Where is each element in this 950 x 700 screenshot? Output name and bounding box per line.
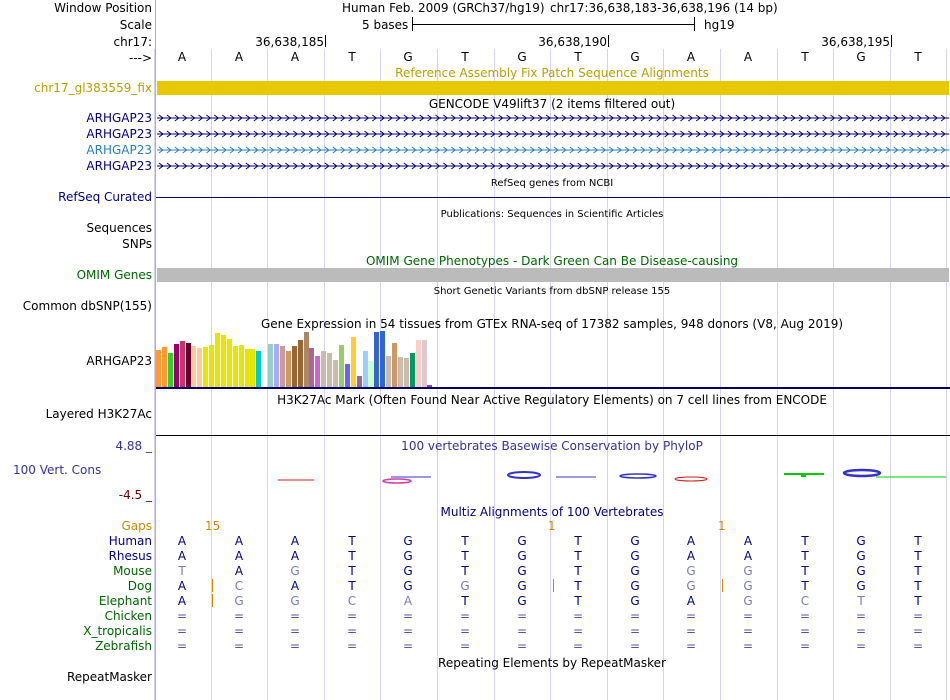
publications-label[interactable]: Sequences	[86, 221, 152, 235]
species-base: =	[685, 624, 697, 638]
dbsnp-title: Short Genetic Variants from dbSNP release 155	[433, 286, 671, 297]
gencode-gene-line[interactable]	[157, 162, 949, 170]
species-base: G	[403, 564, 413, 578]
scale-label: Scale	[119, 18, 152, 32]
gtex-label[interactable]: ARHGAP23	[86, 354, 152, 368]
gtex-baseline	[156, 387, 950, 389]
species-base: T	[857, 594, 865, 608]
gtex-tissue-bar[interactable]	[268, 344, 273, 387]
species-base: G	[856, 534, 866, 548]
species-base: G	[403, 579, 413, 593]
species-base: =	[176, 639, 188, 653]
gtex-tissue-bar[interactable]	[280, 346, 285, 387]
reference-base: A	[177, 50, 187, 64]
strand-arrow-label: --->	[128, 51, 152, 65]
refseq-gene-line[interactable]	[156, 197, 950, 198]
gencode-item-4[interactable]: ARHGAP23	[86, 159, 152, 173]
species-base: =	[572, 624, 584, 638]
dbsnp-label[interactable]: Common dbSNP(155)	[22, 299, 152, 313]
gtex-tissue-bar[interactable]	[351, 337, 356, 387]
species-base: A	[234, 549, 244, 563]
reference-base: G	[517, 50, 527, 64]
coord-tick-1: 36,638,185	[255, 35, 324, 49]
species-base: T	[461, 594, 469, 608]
species-base: =	[516, 624, 528, 638]
h3k27ac-label[interactable]: Layered H3K27Ac	[45, 407, 152, 421]
gtex-tissue-bar[interactable]	[298, 340, 303, 387]
omim-bar[interactable]	[157, 268, 949, 282]
species-base: T	[574, 549, 582, 563]
chrom-label: chr17:	[113, 35, 152, 49]
species-base: C	[347, 594, 357, 608]
gencode-item-1[interactable]: ARHGAP23	[86, 111, 152, 125]
phylop-ymin: -4.5 _	[118, 488, 152, 502]
gtex-tissue-bar[interactable]	[292, 346, 297, 387]
species-base: =	[799, 609, 811, 623]
species-base: T	[801, 534, 809, 548]
insertion-marker	[553, 579, 554, 592]
species-base: A	[290, 579, 300, 593]
gencode-item-2[interactable]: ARHGAP23	[86, 127, 152, 141]
species-base: T	[461, 564, 469, 578]
reference-base: G	[856, 50, 866, 64]
species-base: A	[177, 534, 187, 548]
gtex-tissue-bar[interactable]	[174, 344, 179, 387]
species-base: G	[856, 549, 866, 563]
species-base: T	[348, 549, 356, 563]
multiz-title: Multiz Alignments of 100 Vertebrates	[440, 505, 664, 519]
species-base: T	[574, 534, 582, 548]
species-base: T	[574, 564, 582, 578]
coord-tick-1-mark	[325, 35, 326, 47]
insertion-marker	[212, 579, 213, 592]
species-base: =	[516, 609, 528, 623]
h3k27ac-title: H3K27Ac Mark (Often Found Near Active Regulatory Elements) on 7 cell lines from ENCODE	[277, 393, 827, 407]
species-label-rhesus[interactable]: Rhesus	[108, 549, 152, 563]
reference-base: G	[403, 50, 413, 64]
species-base: =	[629, 624, 641, 638]
species-label-chicken[interactable]: Chicken	[104, 609, 152, 623]
species-base: =	[176, 609, 188, 623]
species-base: =	[572, 639, 584, 653]
scale-db-text: hg19	[704, 18, 735, 32]
gtex-tissue-bar[interactable]	[250, 349, 255, 387]
species-base: =	[402, 624, 414, 638]
phylop-logo-4	[508, 472, 540, 478]
species-base: G	[630, 594, 640, 608]
species-base: G	[743, 594, 753, 608]
gtex-tissue-bar[interactable]	[274, 344, 279, 387]
species-base: G	[517, 534, 527, 548]
gtex-tissue-bar[interactable]	[398, 357, 403, 387]
fix-patch-title: Reference Assembly Fix Patch Sequence Alignments	[395, 66, 709, 80]
species-base: T	[461, 549, 469, 563]
species-base: G	[743, 564, 753, 578]
species-base: =	[572, 609, 584, 623]
gtex-tissue-bar[interactable]	[168, 353, 173, 387]
reference-base: A	[234, 50, 244, 64]
species-base: =	[289, 609, 301, 623]
fix-patch-label[interactable]: chr17_gl383559_fix	[34, 81, 152, 95]
gaps-label[interactable]: Gaps	[121, 519, 152, 533]
phylop-title: 100 vertebrates Basewise Conservation by PhyloP	[401, 439, 703, 453]
phylop-logo-6	[620, 474, 656, 478]
species-base: =	[459, 609, 471, 623]
grid-line	[154, 49, 155, 700]
species-base: =	[346, 609, 358, 623]
phylop-logo-1	[383, 479, 411, 483]
gtex-tissue-bar[interactable]	[221, 335, 226, 387]
species-base: =	[685, 639, 697, 653]
omim-title: OMIM Gene Phenotypes - Dark Green Can Be Disease-causing	[365, 254, 739, 268]
gtex-tissue-bar[interactable]	[339, 345, 344, 387]
species-base: T	[348, 579, 356, 593]
gap-number-3: 1	[718, 519, 726, 533]
scale-bar-left-tick	[412, 17, 413, 31]
species-base: A	[290, 534, 300, 548]
gtex-tissue-bar[interactable]	[256, 351, 261, 387]
gtex-tissue-bar[interactable]	[327, 353, 332, 387]
gencode-gene-line[interactable]	[157, 114, 949, 122]
species-base: =	[855, 639, 867, 653]
scale-bases-text: 5 bases	[362, 18, 409, 32]
species-label-elephant[interactable]: Elephant	[98, 594, 152, 608]
species-base: A	[234, 564, 244, 578]
gtex-tissue-bar[interactable]	[233, 346, 238, 387]
gencode-gene-line[interactable]	[157, 130, 949, 138]
species-base: T	[461, 534, 469, 548]
species-base: =	[742, 624, 754, 638]
species-base: A	[177, 549, 187, 563]
gtex-tissue-bar[interactable]	[392, 343, 397, 387]
species-base: G	[403, 534, 413, 548]
repeatmasker-label[interactable]: RepeatMasker	[66, 670, 152, 684]
species-label-human[interactable]: Human	[108, 534, 152, 548]
phylop-logo-7	[675, 477, 707, 481]
gtex-tissue-bar[interactable]	[180, 341, 185, 387]
gtex-tissue-bar[interactable]	[209, 345, 214, 387]
gtex-tissue-bar[interactable]	[156, 350, 161, 387]
coord-tick-2: 36,638,190	[538, 35, 607, 49]
species-base: A	[403, 594, 413, 608]
species-base: T	[914, 579, 922, 593]
gtex-tissue-bar[interactable]	[404, 358, 409, 387]
species-base: G	[517, 564, 527, 578]
species-base: =	[402, 639, 414, 653]
gene-strand-arrows	[157, 114, 949, 122]
species-base: =	[742, 609, 754, 623]
phylop-ymax: 4.88 _	[115, 439, 152, 453]
species-base: C	[800, 594, 810, 608]
gtex-tissue-bar[interactable]	[386, 356, 391, 387]
reference-base: A	[743, 50, 753, 64]
species-base: =	[233, 639, 245, 653]
species-base: =	[912, 609, 924, 623]
species-base: G	[630, 549, 640, 563]
gtex-tissue-bar[interactable]	[345, 364, 350, 387]
gtex-tissue-bar[interactable]	[215, 333, 220, 387]
gencode-gene-line[interactable]	[157, 146, 949, 154]
species-base: T	[348, 534, 356, 548]
species-base: =	[912, 624, 924, 638]
refseq-title: RefSeq genes from NCBI	[490, 178, 614, 189]
species-base: =	[233, 609, 245, 623]
assembly-text: Human Feb. 2009 (GRCh37/hg19)	[342, 1, 545, 15]
phylop-label[interactable]: 100 Vert. Cons	[13, 463, 102, 477]
species-base: T	[574, 594, 582, 608]
species-base: T	[914, 534, 922, 548]
species-base: G	[290, 564, 300, 578]
reference-base: T	[348, 50, 356, 64]
species-base: T	[914, 594, 922, 608]
species-label-dog[interactable]: Dog	[127, 579, 152, 593]
reference-base: T	[801, 50, 809, 64]
gene-strand-arrows	[157, 130, 949, 138]
species-base: =	[346, 639, 358, 653]
species-base: =	[459, 639, 471, 653]
coord-tick-3-mark	[891, 35, 892, 47]
species-base: A	[234, 534, 244, 548]
species-base: =	[912, 639, 924, 653]
species-base: =	[233, 624, 245, 638]
coord-tick-3: 36,638,195	[821, 35, 890, 49]
species-base: =	[855, 624, 867, 638]
reference-base: A	[686, 50, 696, 64]
species-base: A	[686, 534, 696, 548]
species-base: =	[176, 624, 188, 638]
species-base: C	[234, 579, 244, 593]
gencode-title: GENCODE V49lift37 (2 items filtered out)	[428, 97, 676, 111]
species-base: =	[629, 639, 641, 653]
species-base: A	[743, 549, 753, 563]
reference-base: G	[630, 50, 640, 64]
fix-patch-bar[interactable]	[157, 81, 949, 95]
phylop-mark-9	[801, 473, 806, 477]
species-base: G	[517, 579, 527, 593]
species-base: =	[516, 639, 528, 653]
species-base: G	[517, 549, 527, 563]
refseq-label[interactable]: RefSeq Curated	[58, 190, 152, 204]
repeatmasker-title: Repeating Elements by RepeatMasker	[438, 656, 666, 670]
gtex-tissue-bar[interactable]	[203, 347, 208, 387]
species-base: T	[178, 564, 186, 578]
species-base: T	[914, 564, 922, 578]
gencode-item-3[interactable]: ARHGAP23	[86, 143, 152, 157]
species-base: G	[630, 534, 640, 548]
species-base: =	[629, 609, 641, 623]
gtex-tissue-bar[interactable]	[239, 345, 244, 387]
species-base: =	[289, 624, 301, 638]
gtex-title: Gene Expression in 54 tissues from GTEx RNA-seq of 17382 samples, 948 donors (V8, Aug 2019)	[260, 317, 844, 331]
species-base: =	[346, 624, 358, 638]
reference-base: T	[574, 50, 582, 64]
gtex-tissue-bar[interactable]	[315, 356, 320, 387]
species-base: =	[799, 624, 811, 638]
omim-label[interactable]: OMIM Genes	[76, 268, 152, 282]
species-base: G	[856, 564, 866, 578]
species-base: G	[743, 579, 753, 593]
snps-label[interactable]: SNPs	[122, 237, 152, 251]
coord-tick-2-mark	[608, 35, 609, 47]
species-base: =	[459, 624, 471, 638]
species-base: T	[574, 579, 582, 593]
species-base: G	[403, 549, 413, 563]
gtex-tissue-bar[interactable]	[380, 331, 385, 387]
species-base: A	[743, 534, 753, 548]
species-base: T	[914, 549, 922, 563]
gene-strand-arrows	[157, 146, 949, 154]
species-label-x_tropicalis[interactable]: X_tropicalis	[83, 624, 152, 638]
species-base: A	[686, 594, 696, 608]
species-base: A	[177, 579, 187, 593]
publications-title: Publications: Sequences in Scientific Articles	[440, 209, 664, 220]
gtex-tissue-bar[interactable]	[162, 347, 167, 387]
gtex-tissue-bar[interactable]	[333, 360, 338, 387]
species-base: =	[289, 639, 301, 653]
species-base: A	[290, 549, 300, 563]
insertion-marker	[722, 579, 723, 592]
species-label-mouse[interactable]: Mouse	[113, 564, 152, 578]
gtex-tissue-bar[interactable]	[227, 339, 232, 387]
gtex-tissue-bar[interactable]	[368, 361, 373, 387]
insertion-marker	[212, 594, 213, 607]
reference-base: T	[461, 50, 469, 64]
gtex-tissue-bar[interactable]	[357, 376, 362, 387]
species-base: G	[234, 594, 244, 608]
species-base: G	[290, 594, 300, 608]
reference-base: A	[290, 50, 300, 64]
species-base: =	[685, 609, 697, 623]
gtex-tissue-bar[interactable]	[191, 346, 196, 387]
gtex-tissue-bar[interactable]	[374, 332, 379, 387]
gtex-tissue-bar[interactable]	[422, 340, 427, 387]
scale-bar	[412, 24, 695, 25]
species-base: T	[801, 564, 809, 578]
scale-bar-right-tick	[694, 17, 695, 31]
gene-strand-arrows	[157, 162, 949, 170]
phylop-logo-10	[844, 470, 880, 476]
species-base: G	[686, 564, 696, 578]
species-base: G	[460, 579, 470, 593]
species-base: G	[630, 579, 640, 593]
species-base: A	[686, 549, 696, 563]
phylop-plot	[156, 466, 950, 486]
gtex-tissue-bar[interactable]	[321, 351, 326, 387]
gtex-tissue-bar[interactable]	[309, 348, 314, 387]
species-base: =	[855, 609, 867, 623]
species-base: T	[801, 579, 809, 593]
window-position-label: Window Position	[54, 1, 152, 15]
species-base: =	[742, 639, 754, 653]
gtex-tissue-bar[interactable]	[197, 348, 202, 387]
species-label-zebrafish[interactable]: Zebrafish	[95, 639, 152, 653]
reference-base: T	[914, 50, 922, 64]
gtex-tissue-bar[interactable]	[410, 353, 415, 387]
h3k27ac-baseline	[156, 435, 950, 436]
species-base: G	[856, 579, 866, 593]
gap-number-2: 1	[548, 519, 556, 533]
gap-number-1: 15	[205, 519, 221, 533]
species-base: T	[801, 549, 809, 563]
species-base: G	[517, 594, 527, 608]
gtex-chart[interactable]	[156, 330, 556, 387]
species-base: A	[177, 594, 187, 608]
species-base: =	[402, 609, 414, 623]
species-base: =	[799, 639, 811, 653]
species-base: T	[348, 564, 356, 578]
gtex-tissue-bar[interactable]	[416, 340, 421, 387]
gtex-tissue-bar[interactable]	[286, 351, 291, 387]
position-text: chr17:36,638,183-36,638,196 (14 bp)	[550, 1, 778, 15]
species-base: G	[630, 564, 640, 578]
species-base: G	[686, 579, 696, 593]
